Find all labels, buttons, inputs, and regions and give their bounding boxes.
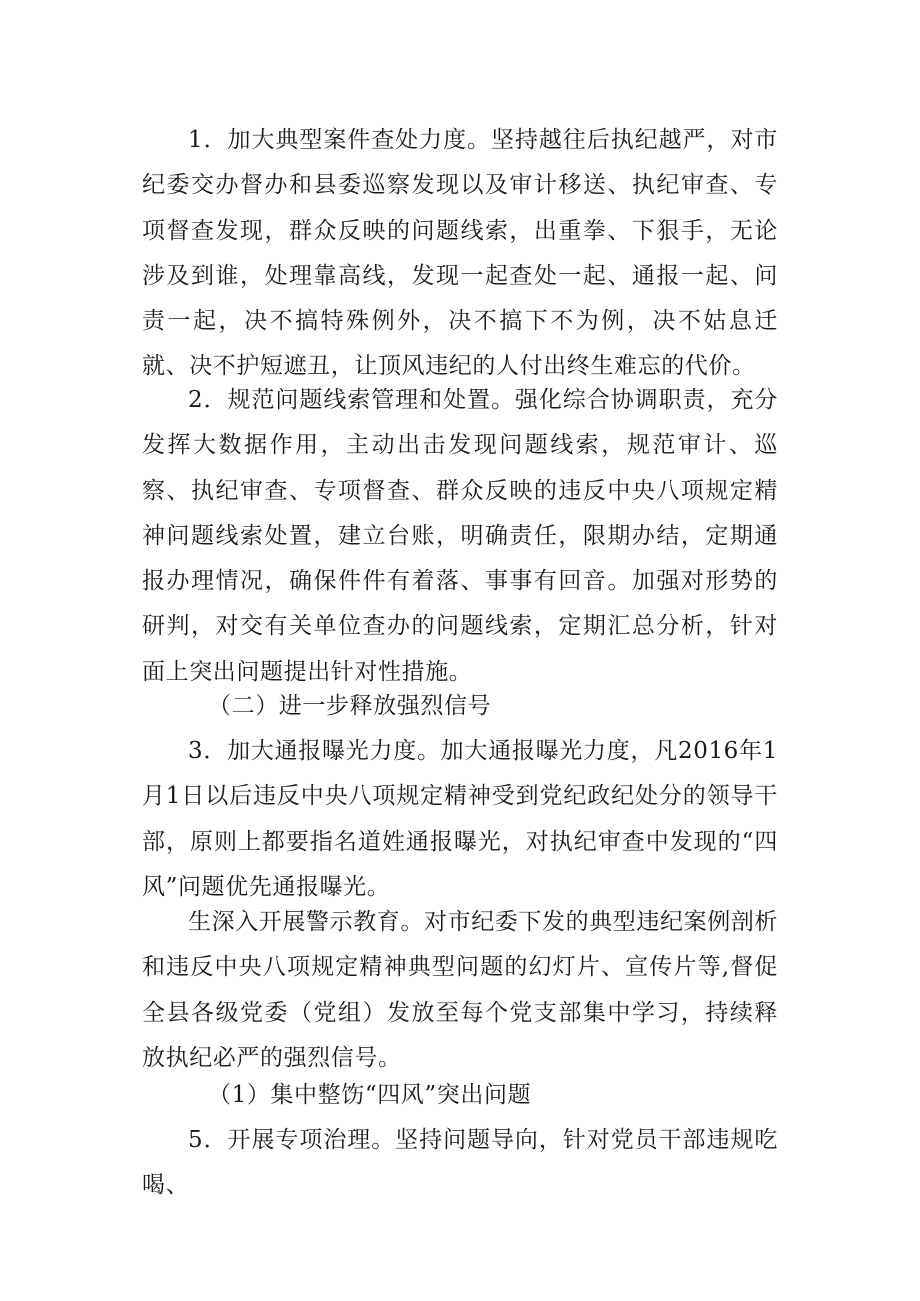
paragraph-3-public-exposure: 3．加大通报曝光力度。加大通报曝光力度，凡2016年1月1日以后违反中央八项规定精神受到党纪政纪处分的领导干部，原则上都要指名道姓通报曝光，对执纪审查中发现的“四风”问题优先通报曝光。 — [142, 738, 778, 900]
paragraph-2-clue-management: 2．规范问题线索管理和处置。强化综合协调职责，充分发挥大数据作用，主动出击发现问题线索，规范审计、巡察、执纪审查、专项督查、群众反映的违反中央八项规定精神问题线索处置，建立台账，明确责任，限期办结，定期通报办理情况，确保件件有着落、事事有回音。加强对形势的研判，对交有关单位查办的问题线索，定期汇总分析，针对面上突出问题提出针对性措施。 — [142, 387, 778, 685]
paragraph-5-special-governance: 5．开展专项治理。坚持问题导向，针对党员干部违规吃喝、 — [142, 1127, 778, 1199]
paragraph-1-case-investigation: 1．加大典型案件查处力度。坚持越往后执纪越严，对市纪委交办督办和县委巡察发现以及审计移送、执纪审查、专项督查发现，群众反映的问题线索，出重拳、下狠手，无论涉及到谁，处理靠高线，发现一起查处一起、通报一起、问责一起，决不搞特殊例外，决不搞下不为例，决不姑息迁就、决不护短遮丑，让顶风违纪的人付出终生难忘的代价。 — [142, 127, 778, 380]
paragraph-4-warning-education: 生深入开展警示教育。对市纪委下发的典型违纪案例剖析和违反中央八项规定精神典型问题的幻灯片、宣传片等,督促全县各级党委（党组）发放至每个党支部集中学习，持续释放执纪必严的强烈信号。 — [142, 909, 778, 1071]
section-heading-2: （二）进一步释放强烈信号 — [208, 693, 492, 719]
subsection-heading-1: （1）集中整饬“四风”突出问题 — [208, 1082, 532, 1108]
